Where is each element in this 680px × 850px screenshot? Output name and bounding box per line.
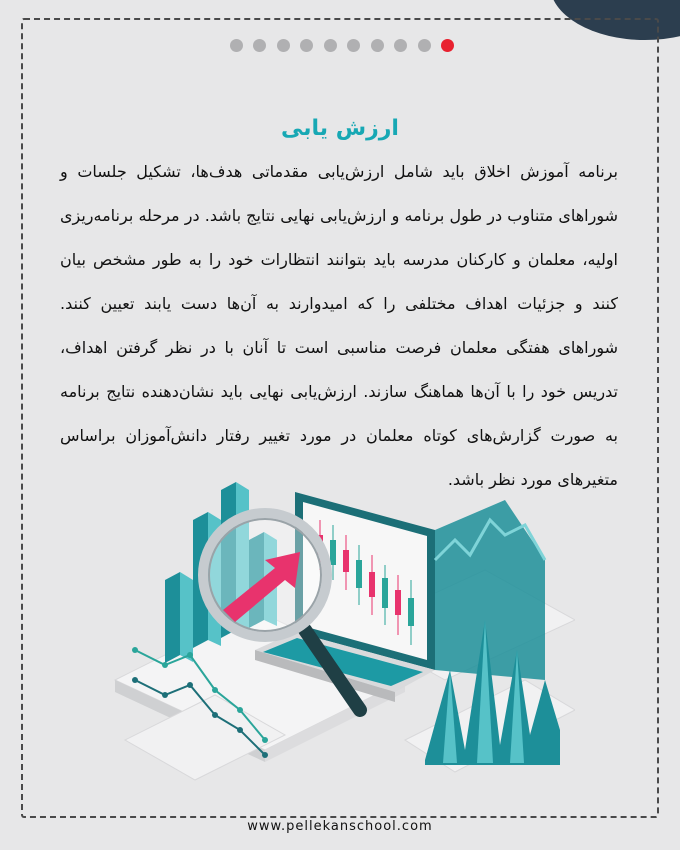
- section-title: ارزش یابی: [281, 116, 399, 141]
- page-dot[interactable]: [418, 39, 431, 52]
- area-chart-icon: [435, 500, 545, 680]
- body-paragraph: برنامه آموزش اخلاق باید شامل ارزش‌یابی مقدماتی هدف‌ها، تشکیل جلسات و شوراهای متناوب در طول برنامه و ارزش‌یابی نهایی نتایج باشد. در مرحله برنامه‌ریزی اولیه، معلمان و کارکنان مدرسه باید بتوانند انتظارات خود را به طور مشخص بیان کنند و جزئیات اهداف مختلفی را که امیدوارند به آن‌ها دست یابند تعیین کنند. شوراهای هفتگی معلمان فرصت مناسبی است تا آنان با در نظر گرفتن اهداف، تدریس خود را با آن‌ها هماهنگ سازند. ارزش‌یابی نهایی باید نشان‌دهنده نتایج برنامه به صورت گزارش‌های کوتاه معلمان در مورد تغییر رفتار دانش‌آموزان براساس متغیرهای مورد نظر باشد.: [60, 162, 618, 489]
- page-dot[interactable]: [300, 39, 313, 52]
- page-dot[interactable]: [324, 39, 337, 52]
- analytics-illustration: [105, 480, 575, 810]
- page-dot[interactable]: [347, 39, 360, 52]
- page-dot[interactable]: [277, 39, 290, 52]
- page-indicator: [230, 38, 454, 52]
- website-url[interactable]: www.pellekanschool.com: [247, 819, 433, 834]
- page-dot[interactable]: [253, 39, 266, 52]
- page-dot[interactable]: [230, 39, 243, 52]
- page-dot[interactable]: [394, 39, 407, 52]
- page-dot[interactable]: [371, 39, 384, 52]
- page-dot-active[interactable]: [441, 39, 454, 52]
